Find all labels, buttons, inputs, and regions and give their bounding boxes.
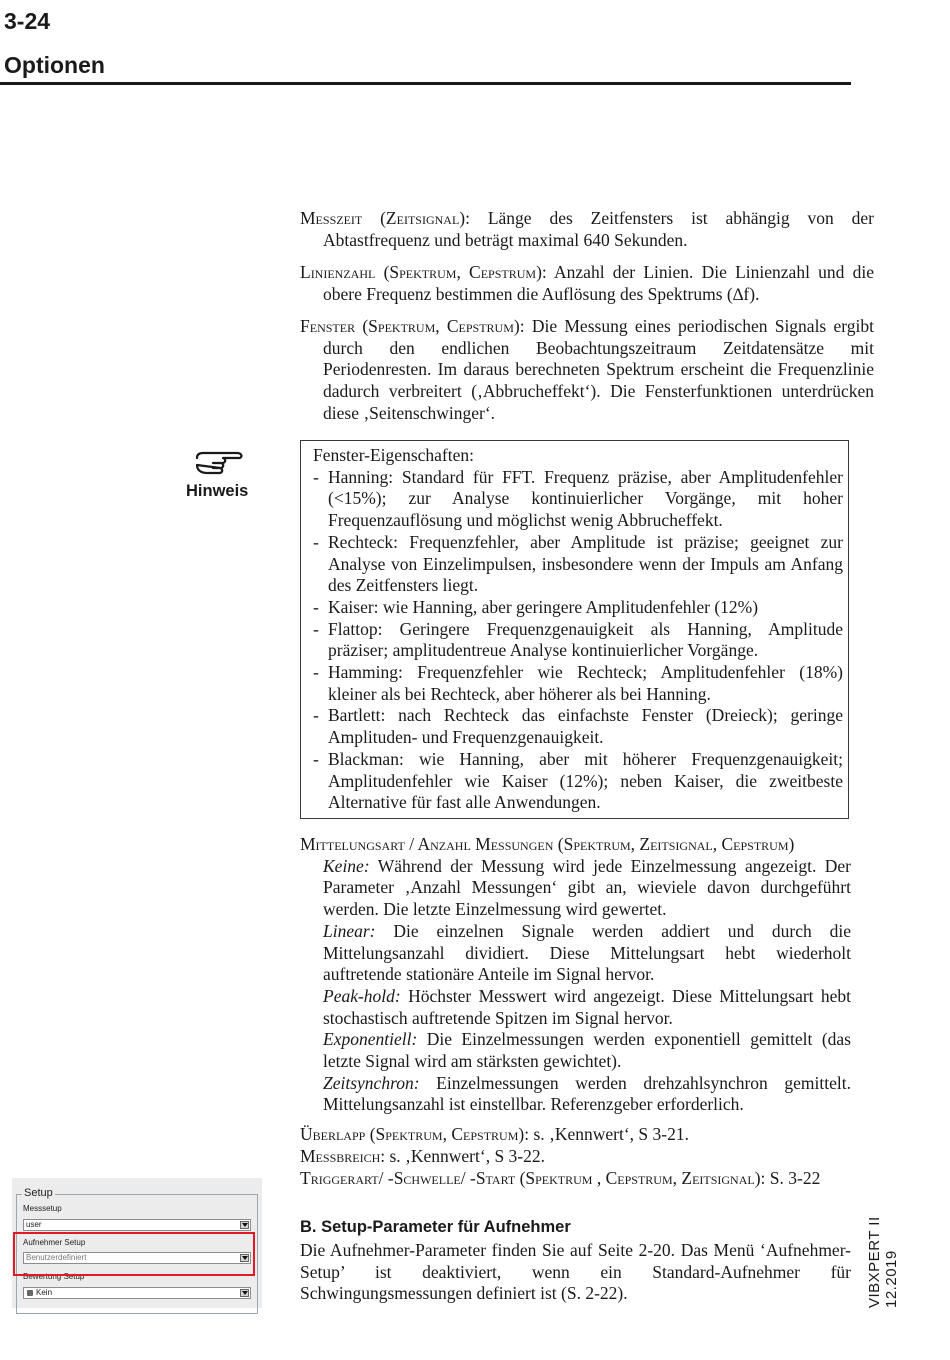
param-name: Fenster bbox=[300, 316, 356, 336]
param-name: Triggerart/ -Schwelle/ -Start bbox=[300, 1168, 516, 1188]
note-item-text: Kaiser: wie Hanning, aber geringere Amplitudenfehler (12%) bbox=[328, 596, 759, 617]
param-qualifier: (Spektrum , Cepstrum, Zeitsignal) bbox=[519, 1168, 761, 1188]
param-text: : s. ‚Kennwert‘, S 3-21. bbox=[524, 1124, 689, 1144]
param-qualifier: (Zeitsignal) bbox=[380, 208, 466, 228]
averaging-entry-peak-hold bbox=[323, 986, 851, 1029]
param-name: Messbreich bbox=[300, 1146, 381, 1166]
bewertung-setup-label: Bewertung Setup bbox=[23, 1272, 85, 1281]
param-messbreich bbox=[300, 1146, 851, 1168]
note-item-text: Flattop: Geringere Frequenzgenauigkeit als Hanning, Amplitude präziser; amplitudentreue Analyse kontinuierlicher Vorgänge. bbox=[328, 618, 843, 661]
bewertung-setup-select[interactable] bbox=[23, 1287, 251, 1299]
param-qualifier: (Spektrum, Cepstrum) bbox=[383, 262, 542, 282]
window-properties-note bbox=[313, 445, 843, 814]
setup-group-title: Setup bbox=[24, 1187, 53, 1199]
averaging-term: Exponentiell: bbox=[323, 1029, 418, 1050]
param-linienzahl bbox=[300, 262, 874, 305]
dropdown-arrow-icon[interactable] bbox=[240, 1289, 249, 1297]
note-item-flattop: - Flattop: Geringere Frequenzgenauigkeit als Hanning, Amplitude präziser; amplitudentreue Analyse kontinuierlicher Vorgänge. bbox=[313, 618, 843, 661]
averaging-text: Einzelmessungen werden drehzahlsynchron gemittelt. Mittelungsanzahl ist einstellbar. Referenzgeber erforderlich. bbox=[323, 1072, 851, 1115]
note-title: Fenster-Eigenschaften: bbox=[313, 445, 474, 465]
averaging-section bbox=[300, 834, 851, 1116]
averaging-term: Linear: bbox=[323, 920, 376, 941]
param-text: : Anzahl der Linien. Die Linienzahl und die obere Frequenz bestimmen die Auflösung des Spektrums (∆f). bbox=[323, 262, 874, 304]
side-note: VIBXPERT II 12.2019 bbox=[866, 1216, 900, 1308]
note-item-text: Bartlett: nach Rechteck das einfachste Fenster (Dreieck); geringe Amplituden- und Frequenzgenauigkeit. bbox=[328, 705, 843, 748]
dropdown-arrow-icon[interactable] bbox=[240, 1221, 249, 1229]
param-messzeit bbox=[300, 208, 874, 251]
pointing-hand-icon bbox=[193, 448, 247, 480]
averaging-term: Keine: bbox=[323, 855, 370, 876]
note-item-bartlett: - Bartlett: nach Rechteck das einfachste Fenster (Dreieck); geringe Amplituden- und Frequenzgenauigkeit. bbox=[313, 705, 843, 748]
page-number: 3-24 bbox=[4, 8, 51, 34]
param-name: Linienzahl bbox=[300, 262, 376, 282]
lock-icon bbox=[27, 1290, 33, 1296]
note-item-rechteck: - Rechteck: Frequenzfehler, aber Amplitude ist präzise; geeignet zur Analyse von Einzelimpulsen, insbesondere wenn der Impuls am Anfang des Zeitfensters liegt. bbox=[313, 531, 843, 596]
averaging-text: Höchster Messwert wird angezeigt. Diese Mittelungsart hebt stochastisch auftretende Spitzen im Signal hervor. bbox=[323, 985, 851, 1028]
averaging-entry-exponentiell bbox=[323, 1029, 851, 1072]
note-item-hanning: - Hanning: Standard für FFT. Frequenz präzise, aber Amplitudenfehler (<15%); zur Analyse kontinuierlicher Vorgänge, mit hoher Frequenzauflösung und möglichst wenig Abbrucheffekt. bbox=[313, 466, 843, 531]
aufnehmer-setup-label: Aufnehmer Setup bbox=[23, 1238, 86, 1247]
averaging-text: Während der Messung wird jede Einzelmessung angezeigt. Der Parameter ‚Anzahl Messungen‘ gibt an, wieviele davon durchgeführt werden. Die letzte Einzelmessung wird gewertet. bbox=[323, 855, 851, 920]
note-item-text: Rechteck: Frequenzfehler, aber Amplitude ist präzise; geeignet zur Analyse von Einzelimpulsen, insbesondere wenn der Impuls am Anfang des Zeitfensters liegt. bbox=[328, 531, 843, 596]
highlight-frame bbox=[13, 1232, 255, 1276]
param-text: : s. ‚Kennwert‘, S 3-22. bbox=[380, 1146, 546, 1166]
param-text: : Länge des Zeitfensters ist abhängig von der Abtastfrequenz und beträgt maximal 640 Sekunden. bbox=[323, 208, 875, 250]
select-value: Benutzerdefiniert bbox=[26, 1253, 87, 1262]
note-item-text: Blackman: wie Hanning, aber mit höherer Frequenzgenauigkeit; Amplitudenfehler wie Kaiser (12%); neben Kaiser, die zweitbeste Alternative für fast alle Anwendungen. bbox=[328, 748, 843, 813]
note-item-text: Hamming: Frequenzfehler wie Rechteck; Amplitudenfehler (18%) kleiner als bei Rechteck, aber höherer als bei Hanning. bbox=[328, 662, 843, 704]
averaging-text: Die Einzelmessungen werden exponentiell gemittelt (das letzte Signal wird am stärksten gewichtet). bbox=[323, 1029, 851, 1072]
note-item-hamming: - Hamming: Frequenzfehler wie Rechteck; Amplitudenfehler (18%) kleiner als bei Rechteck, aber höherer als bei Hanning. bbox=[313, 662, 843, 704]
note-item-text: Hanning: Standard für FFT. Frequenz präzise, aber Amplitudenfehler (<15%); zur Analyse kontinuierlicher Vorgänge, mit hoher Frequenzauflösung und möglichst wenig Abbrucheffekt. bbox=[328, 466, 843, 531]
note-item-blackman: - Blackman: wie Hanning, aber mit höherer Frequenzgenauigkeit; Amplitudenfehler wie Kaiser (12%); neben Kaiser, die zweitbeste Alternative für fast alle Anwendungen. bbox=[313, 748, 843, 813]
param-fenster bbox=[300, 316, 874, 425]
hint-label: Hinweis bbox=[186, 482, 249, 500]
select-value: user bbox=[26, 1220, 42, 1229]
averaging-term: Zeitsynchron: bbox=[323, 1072, 420, 1093]
averaging-entry-zeitsynchron bbox=[323, 1073, 851, 1116]
averaging-term: Peak-hold: bbox=[323, 985, 401, 1006]
param-text: : Die Messung eines periodischen Signals ergibt durch den endlichen Beobachtungszeitraum Zeitdatensätze mit Periodenresten. Im daraus berechneten Spektrum erscheint die Frequenzlinie dadurch verbreitert (‚Abbrucheffekt‘). Die Fensterfunktionen unterdrücken diese ‚Seitenschwinger‘. bbox=[323, 316, 875, 423]
param-name: Überlapp bbox=[300, 1124, 366, 1144]
section-heading: B. Setup-Parameter für Aufnehmer bbox=[300, 1218, 571, 1236]
header-rule bbox=[0, 82, 851, 85]
averaging-text: Die einzelnen Signale werden addiert und durch die Mittelungsanzahl dividiert. Diese Mittelungsart hebt wiederholt auftretende stationäre Anteile im Signal hervor. bbox=[323, 920, 851, 985]
param-name: Messzeit bbox=[300, 208, 363, 228]
param-qualifier: (Spektrum, Cepstrum) bbox=[362, 316, 520, 336]
param-trigger bbox=[300, 1168, 851, 1190]
averaging-entry-linear bbox=[323, 921, 851, 986]
select-value: Kein bbox=[36, 1288, 53, 1297]
chapter-title: Optionen bbox=[4, 52, 105, 78]
note-item-kaiser: - Kaiser: wie Hanning, aber geringere Amplitudenfehler (12%) bbox=[313, 596, 759, 617]
param-ueberlapp bbox=[300, 1124, 851, 1146]
param-text: : S. 3-22 bbox=[760, 1168, 821, 1188]
averaging-entry-keine bbox=[323, 856, 851, 921]
averaging-heading: Mittelungsart / Anzahl Messungen (Spektrum, Zeitsignal, Cepstrum) bbox=[300, 834, 795, 854]
messsetup-label: Messsetup bbox=[23, 1204, 62, 1213]
messsetup-select[interactable] bbox=[23, 1219, 251, 1231]
section-body: Die Aufnehmer-Parameter finden Sie auf Seite 2-20. Das Menü ‘Aufnehmer-Setup’ ist deaktiviert, wenn ein Standard-Aufnehmer für Schwingungsmessungen definiert ist (S. 2-22). bbox=[300, 1240, 851, 1304]
param-qualifier: (Spektrum, Cepstrum) bbox=[369, 1124, 525, 1144]
